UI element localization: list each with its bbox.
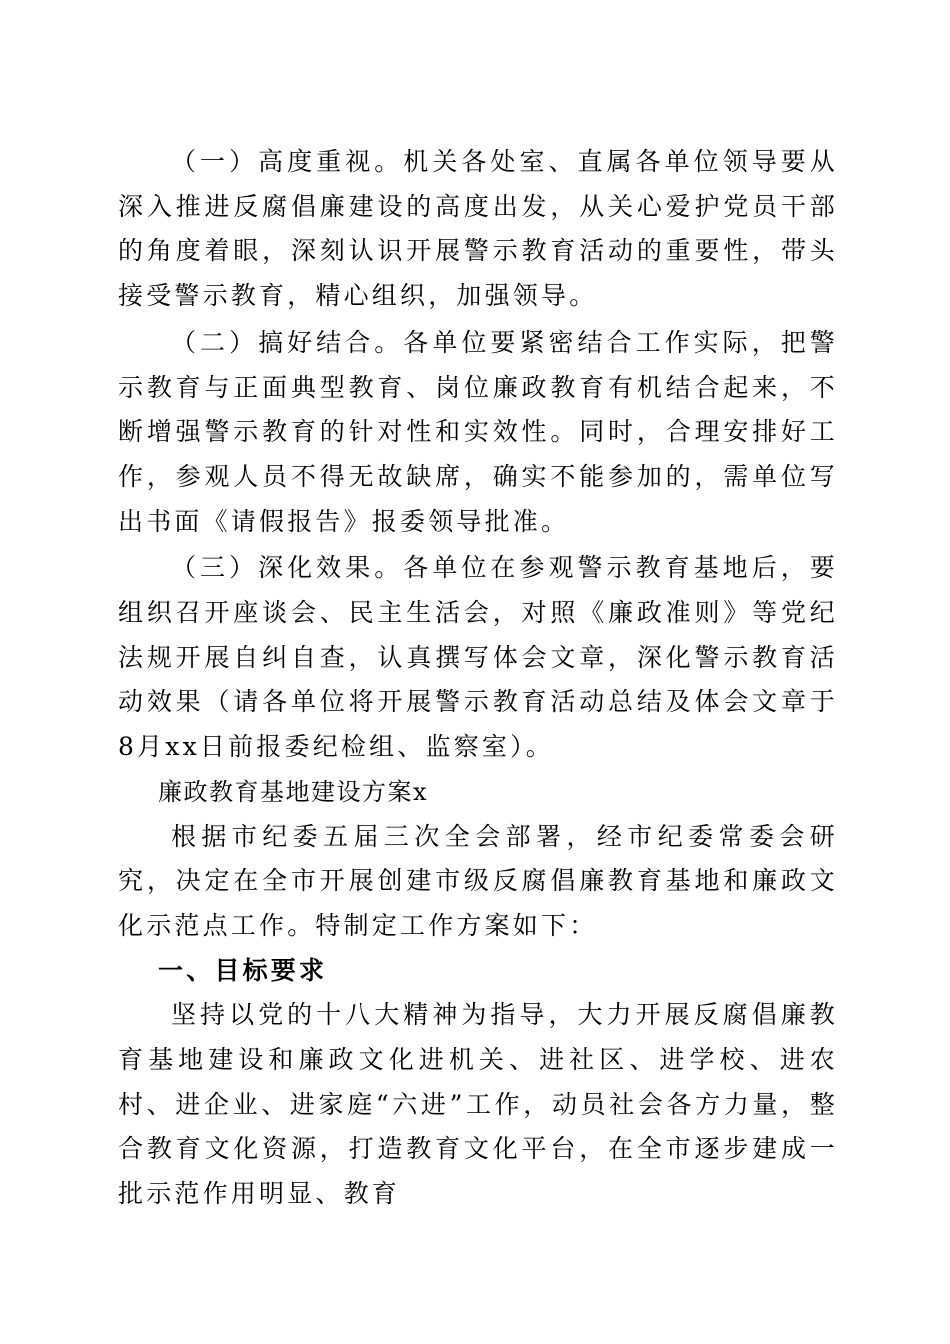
document-body xyxy=(118,140,838,1217)
section-1-paragraph xyxy=(118,140,838,319)
section-2-paragraph xyxy=(118,321,838,545)
section-3-paragraph xyxy=(118,546,838,770)
section-3-lead: （三）深化效果。 xyxy=(171,553,404,583)
section-2-lead: （二）搞好结合。 xyxy=(171,327,404,357)
plan-title: 廉政教育基地建设方案x xyxy=(158,777,429,806)
section-1-lead: （一）高度重视。 xyxy=(171,147,404,176)
heading-goals: 一、目标要求 xyxy=(158,955,328,985)
goals-paragraph: 坚持以党的十八大精神为指导，大力开展反腐倡廉教育基地建设和廉政文化进机关、进社区、进学校、进农村、进企业、进家庭“六进”工作，动员社会各方力量，整合教育文化资源，打造教育文化平台，在全市逐步建成一批示范作用明显、教育 xyxy=(118,1000,838,1209)
section-1-body: 机关各处室、直属各单位领导要从深入推进反腐倡廉建设的高度出发，从关心爱护党员干部的角度着眼，深刻认识开展警示教育活动的重要性，带头接受警示教育，精心组织，加强领导。 xyxy=(118,147,838,311)
section-2-body: 各单位要紧密结合工作实际，把警示教育与正面典型教育、岗位廉政教育有机结合起来，不断增强警示教育的针对性和实效性。同时，合理安排好工作，参观人员不得无故缺席，确实不能参加的，需单位写出书面《请假报告》报委领导批准。 xyxy=(118,327,838,536)
intro-paragraph: 根据市纪委五届三次全会部署，经市纪委常委会研究，决定在全市开展创建市级反腐倡廉教育基地和廉政文化示范点工作。特制定工作方案如下： xyxy=(118,821,838,940)
section-3-body: 各单位在参观警示教育基地后，要组织召开座谈会、民主生活会，对照《廉政准则》等党纪法规开展自纠自查，认真撰写体会文章，深化警示教育活动效果（请各单位将开展警示教育活动总结及体会文章于8月xx日前报委纪检组、监察室）。 xyxy=(118,553,838,762)
